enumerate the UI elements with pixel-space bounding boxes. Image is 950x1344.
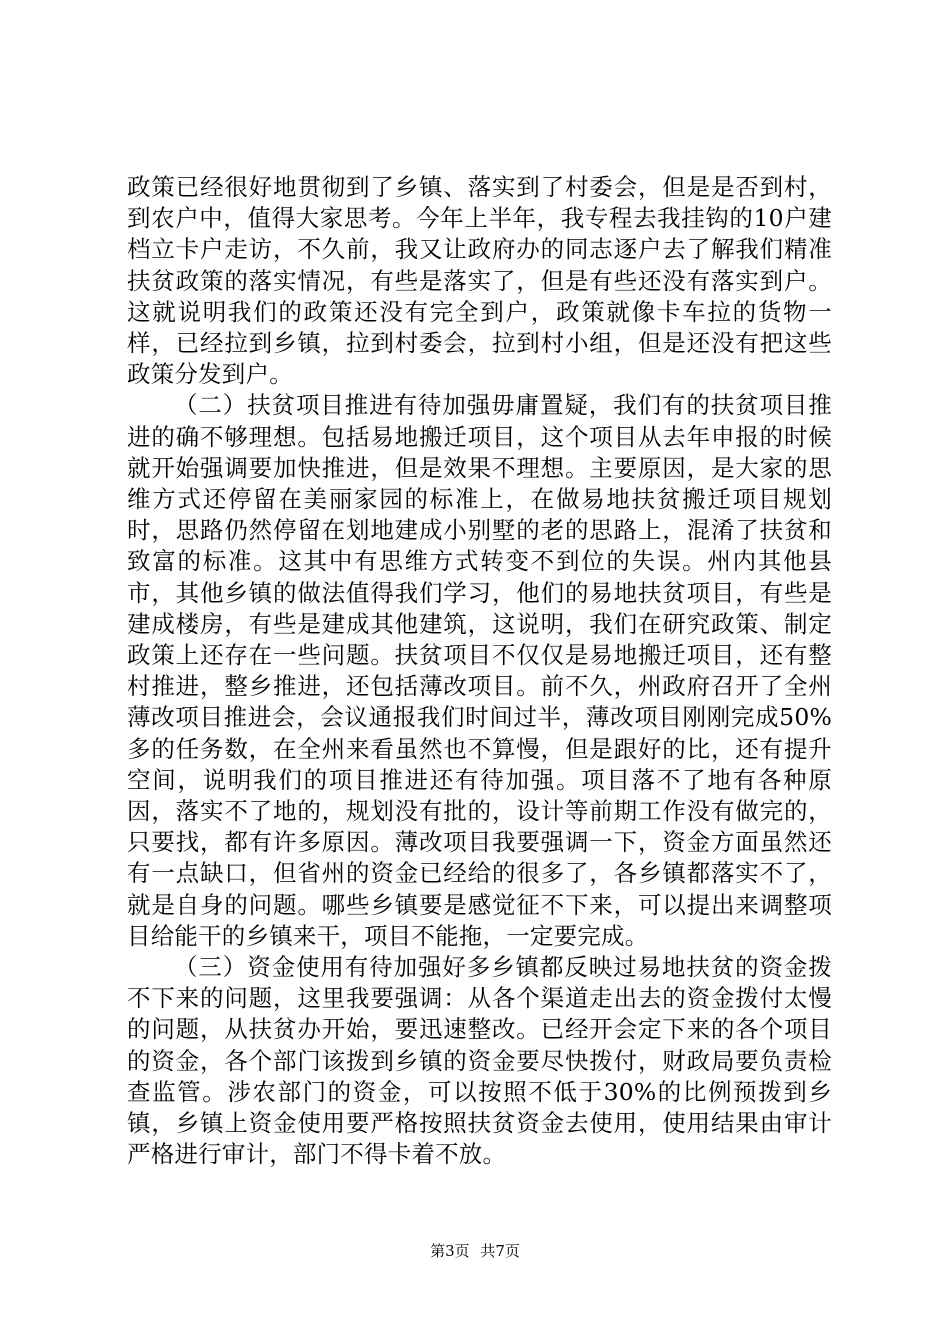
page-number: 第3页 — [430, 1242, 470, 1260]
paragraph-1: 政策已经很好地贯彻到了乡镇、落实到了村委会，但是是否到村，到农户中，值得大家思考。今年上半年，我专程去我挂钩的10户建档立卡户走访，不久前，我又让政府办的同志逐户去了解我们精准扶贫政策的落实情况，有些是落实了，但是有些还没有落实到户。这就说明我们的政策还没有完全到户，政策就像卡车拉的货物一样，已经拉到乡镇，拉到村委会，拉到村小组，但是还没有把这些政策分发到户。 — [127, 173, 832, 389]
document-body — [127, 172, 832, 1171]
paragraph-2: （二）扶贫项目推进有待加强毋庸置疑，我们有的扶贫项目推进的确不够理想。包括易地搬迁项目，这个项目从去年申报的时候就开始强调要加快推进，但是效果不理想。主要原因，是大家的思维方式还停留在美丽家园的标准上，在做易地扶贫搬迁项目规划时，思路仍然停留在划地建成小别墅的老的思路上，混淆了扶贫和致富的标准。这其中有思维方式转变不到位的失误。州内其他县市，其他乡镇的做法值得我们学习，他们的易地扶贫项目，有些是建成楼房，有些是建成其他建筑，这说明，我们在研究政策、制定政策上还存在一些问题。扶贫项目不仅仅是易地搬迁项目，还有整村推进，整乡推进，还包括薄改项目。前不久，州政府召开了全州薄改项目推进会，会议通报我们时间过半，薄改项目刚刚完成50%多的任务数，在全州来看虽然也不算慢，但是跟好的比，还有提升空间，说明我们的项目推进还有待加强。项目落不了地有各种原因，落实不了地的，规划没有批的，设计等前期工作没有做完的，只要找，都有许多原因。薄改项目我要强调一下，资金方面虽然还有一点缺口，但省州的资金已经给的很多了，各乡镇都落实不了，就是自身的问题。哪些乡镇要是感觉征不下来，可以提出来调整项目给能干的乡镇来干，项目不能拖，一定要完成。 — [127, 391, 832, 950]
page-footer — [0, 1241, 950, 1261]
page-total: 共7页 — [480, 1242, 520, 1260]
paragraph-3: （三）资金使用有待加强好多乡镇都反映过易地扶贫的资金拨不下来的问题，这里我要强调：从各个渠道走出去的资金拨付太慢的问题，从扶贫办开始，要迅速整改。已经开会定下来的各个项目的资金，各个部门该拨到乡镇的资金要尽快拨付，财政局要负责检查监管。涉农部门的资金，可以按照不低于30%的比例预拨到乡镇，乡镇上资金使用要严格按照扶贫资金去使用，使用结果由审计严格进行审计，部门不得卡着不放。 — [127, 953, 832, 1169]
